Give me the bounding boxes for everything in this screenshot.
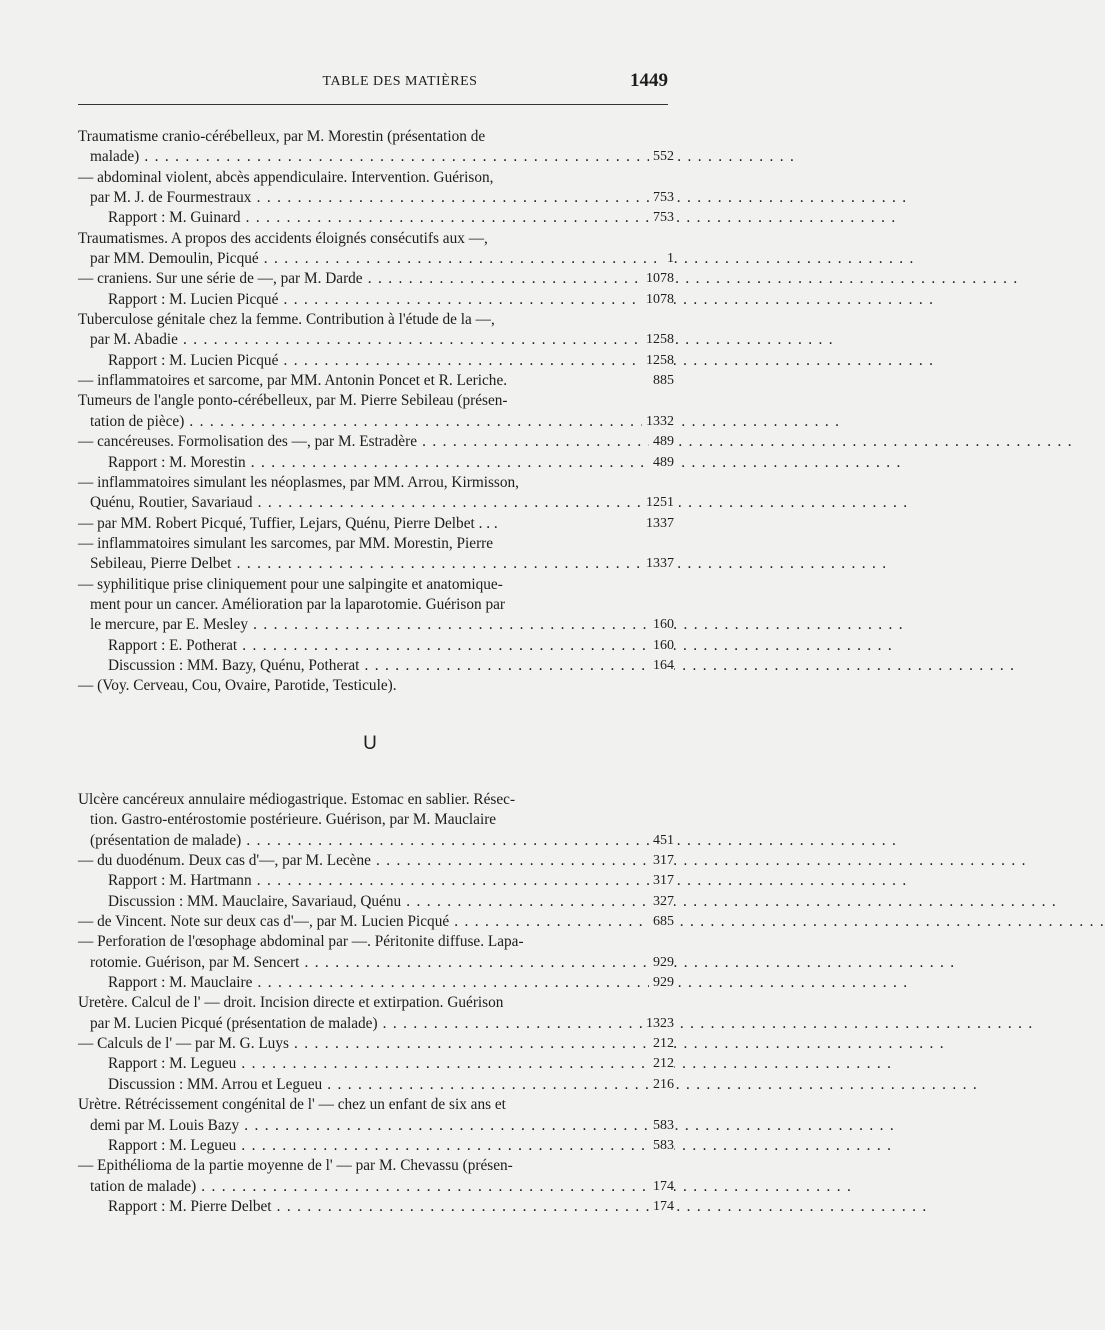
- index-entry: [78, 127, 626, 147]
- index-entry: [78, 391, 626, 411]
- index-entry: [78, 269, 674, 289]
- index-entry: [78, 1095, 626, 1115]
- entry-page-number: 489: [649, 453, 674, 473]
- index-entry: [78, 615, 674, 635]
- entry-page-number: 753: [649, 188, 674, 208]
- index-entry: [78, 656, 674, 676]
- entry-text: — Epithélioma de la partie moyenne de l' — par M. Chevassu (présen-: [78, 1157, 513, 1175]
- index-entry: [78, 249, 674, 269]
- index-entry: [78, 871, 674, 891]
- entry-text: Discussion : MM. Arrou et Legueu . . .: [108, 1076, 978, 1093]
- entry-page-number: 929: [649, 973, 674, 993]
- entry-page-number: 317: [649, 871, 674, 891]
- entry-page-number: 1078: [642, 269, 674, 289]
- entry-page-number: 929: [649, 953, 674, 973]
- entry-page-number: 216: [649, 1075, 674, 1095]
- entry-text: — du duodénum. Deux cas d'—, par M. Lecène . . .: [78, 852, 1027, 869]
- entry-page-number: 1332: [642, 412, 674, 432]
- entry-text: — de Vincent. Note sur deux cas d'—, par M. Lucien Picqué . . .: [78, 913, 1105, 930]
- entry-page-number: 174: [649, 1197, 674, 1217]
- entry-page-number: 164: [649, 656, 674, 676]
- entry-text: — inflammatoires et sarcome, par MM. Antonin Poncet et R. Leriche.: [78, 372, 508, 390]
- entry-text: — cancéreuses. Formolisation des —, par M. Estradère . . .: [78, 433, 1073, 450]
- index-entry: [78, 188, 674, 208]
- entry-text: Tumeurs de l'angle ponto-cérébelleux, par M. Pierre Sebileau (présen-: [78, 392, 508, 410]
- entry-page-number: 174: [649, 1177, 674, 1197]
- index-entry: [78, 351, 674, 371]
- entry-text: — Calculs de l' — par M. G. Luys . . .: [78, 1035, 945, 1052]
- entry-text: — (Voy. Cerveau, Cou, Ovaire, Parotide, Testicule).: [78, 677, 397, 695]
- index-entry: [78, 932, 626, 952]
- index-entry: [78, 432, 674, 452]
- index-entry: [78, 790, 626, 810]
- index-entry: [78, 1054, 674, 1074]
- entry-text: Tuberculose génitale chez la femme. Contribution à l'étude de la —,: [78, 311, 495, 329]
- entry-text: par M. J. de Fourmestraux . . .: [90, 189, 907, 206]
- index-entry: [78, 208, 674, 228]
- index-entry: [78, 1116, 674, 1136]
- index-entry: [78, 810, 626, 830]
- entry-text: Sebileau, Pierre Delbet . . .: [90, 555, 887, 572]
- entry-text: Rapport : M. Legueu . . .: [108, 1055, 892, 1072]
- index-entry: [78, 290, 674, 310]
- entry-text: Rapport : M. Pierre Delbet . . .: [108, 1198, 927, 1215]
- entry-page-number: 1: [663, 249, 674, 269]
- entry-page-number: 685: [649, 912, 674, 932]
- entry-page-number: 1078: [642, 290, 674, 310]
- index-entry: [78, 168, 626, 188]
- entry-page-number: 753: [649, 208, 674, 228]
- section-letter: U: [363, 733, 377, 754]
- index-entry: [78, 595, 626, 615]
- index-entry: [78, 636, 674, 656]
- index-entry: [78, 851, 674, 871]
- entry-text: Discussion : MM. Bazy, Quénu, Potherat . . .: [108, 657, 1015, 674]
- entry-page-number: 1258: [642, 351, 674, 371]
- entry-page-number: 160: [649, 615, 674, 635]
- index-block-u: [78, 790, 674, 1217]
- index-entry: [78, 1014, 674, 1034]
- entry-text: Ulcère cancéreux annulaire médiogastrique. Estomac en sablier. Résec-: [78, 791, 516, 808]
- entry-text: Rapport : M. Lucien Picqué . . .: [108, 291, 934, 308]
- index-entry: [78, 912, 674, 932]
- index-entry: [78, 147, 674, 167]
- entry-page-number: 212: [649, 1034, 674, 1054]
- index-entry: [78, 412, 674, 432]
- entry-text: — Perforation de l'œsophage abdominal par —. Péritonite diffuse. Lapa-: [78, 933, 524, 951]
- entry-page-number: 583: [649, 1136, 674, 1156]
- entry-text: Rapport : M. Morestin . . .: [108, 454, 902, 471]
- index-entry: [78, 1177, 674, 1197]
- index-entry: [78, 534, 626, 554]
- entry-text: Rapport : M. Guinard . . .: [108, 209, 896, 226]
- entry-page-number: 212: [649, 1054, 674, 1074]
- entry-page-number: 327: [649, 892, 674, 912]
- index-entry: [78, 1197, 674, 1217]
- entry-text: — abdominal violent, abcès appendiculaire. Intervention. Guérison,: [78, 168, 494, 186]
- entry-page-number: 552: [649, 147, 674, 167]
- entry-text: tation de malade) . . .: [90, 1178, 852, 1195]
- entry-text: Urètre. Rétrécissement congénital de l' — chez un enfant de six ans et: [78, 1096, 506, 1114]
- entry-page-number: 885: [649, 371, 674, 391]
- header-rule: [78, 104, 668, 105]
- entry-text: Rapport : M. Legueu . . .: [108, 1137, 892, 1154]
- index-entry: [78, 554, 674, 574]
- index-entry: [78, 229, 626, 249]
- entry-text: Traumatisme cranio-cérébelleux, par M. Morestin (présentation de: [78, 128, 486, 145]
- entry-text: ment pour un cancer. Amélioration par la laparotomie. Guérison par: [90, 595, 506, 613]
- entry-text: — inflammatoires simulant les néoplasmes, par MM. Arrou, Kirmisson,: [78, 473, 520, 491]
- entry-text: demi par M. Louis Bazy . . .: [90, 1117, 895, 1134]
- entry-text: par M. Abadie . . .: [90, 331, 834, 348]
- entry-text: Discussion : MM. Mauclaire, Savariaud, Quénu . . .: [108, 893, 1057, 910]
- index-entry: [78, 1075, 674, 1095]
- index-entry: [78, 973, 674, 993]
- index-entry: [78, 993, 626, 1013]
- index-entry: [78, 330, 674, 350]
- entry-page-number: 317: [649, 851, 674, 871]
- entry-text: tation de pièce) . . .: [90, 413, 840, 430]
- index-entry: [78, 1136, 674, 1156]
- entry-text: le mercure, par E. Mesley . . .: [90, 616, 904, 633]
- index-entry: [78, 473, 626, 493]
- entry-page-number: 583: [649, 1116, 674, 1136]
- entry-text: (présentation de malade) . . .: [90, 832, 897, 849]
- entry-page-number: 1258: [642, 330, 674, 350]
- entry-text: Quénu, Routier, Savariaud . . .: [90, 494, 908, 511]
- entry-text: — craniens. Sur une série de —, par M. Darde . . .: [78, 270, 1019, 287]
- entry-text: par MM. Demoulin, Picqué . . .: [90, 250, 915, 267]
- entry-page-number: 1251: [642, 493, 674, 513]
- index-entry: [78, 493, 674, 513]
- entry-text: rotomie. Guérison, par M. Sencert . . .: [90, 954, 955, 971]
- page-number: 1449: [630, 70, 668, 91]
- entry-page-number: 160: [649, 636, 674, 656]
- entry-text: par M. Lucien Picqué (présentation de malade) . . .: [90, 1015, 1033, 1032]
- entry-text: tion. Gastro-entérostomie postérieure. Guérison, par M. Mauclaire: [90, 811, 497, 829]
- entry-text: Rapport : E. Potherat . . .: [108, 637, 893, 654]
- entry-page-number: 1323: [642, 1014, 674, 1034]
- running-header-title: TABLE DES MATIÈRES: [322, 74, 478, 89]
- entry-text: — inflammatoires simulant les sarcomes, par MM. Morestin, Pierre: [78, 534, 494, 552]
- entry-text: Rapport : M. Mauclaire . . .: [108, 974, 908, 991]
- entry-page-number: 1337: [642, 514, 674, 534]
- entry-text: Traumatismes. A propos des accidents éloignés consécutifs aux —,: [78, 229, 488, 247]
- index-entry: [78, 575, 626, 595]
- index-entry: [78, 1156, 626, 1176]
- index-entry: [78, 892, 674, 912]
- index-entry: [78, 676, 626, 696]
- index-entry: [78, 831, 674, 851]
- entry-text: Uretère. Calcul de l' — droit. Incision directe et extirpation. Guérison: [78, 994, 504, 1012]
- index-entry: [78, 453, 674, 473]
- index-entry: [78, 1034, 674, 1054]
- index-entry: [78, 514, 674, 534]
- entry-page-number: 1337: [642, 554, 674, 574]
- entry-text: malade) . . .: [90, 148, 795, 165]
- entry-text: — par MM. Robert Picqué, Tuffier, Lejars, Quénu, Pierre Delbet . . .: [78, 514, 498, 532]
- index-entry: [78, 953, 674, 973]
- entry-page-number: 489: [649, 432, 674, 452]
- index-block-t: [78, 127, 674, 697]
- index-entry: [78, 310, 626, 330]
- entry-text: Rapport : M. Lucien Picqué . . .: [108, 352, 934, 369]
- entry-text: Rapport : M. Hartmann . . .: [108, 872, 908, 889]
- entry-text: — syphilitique prise cliniquement pour une salpingite et anatomique-: [78, 575, 503, 593]
- index-entry: [78, 371, 674, 391]
- entry-page-number: 451: [649, 831, 674, 851]
